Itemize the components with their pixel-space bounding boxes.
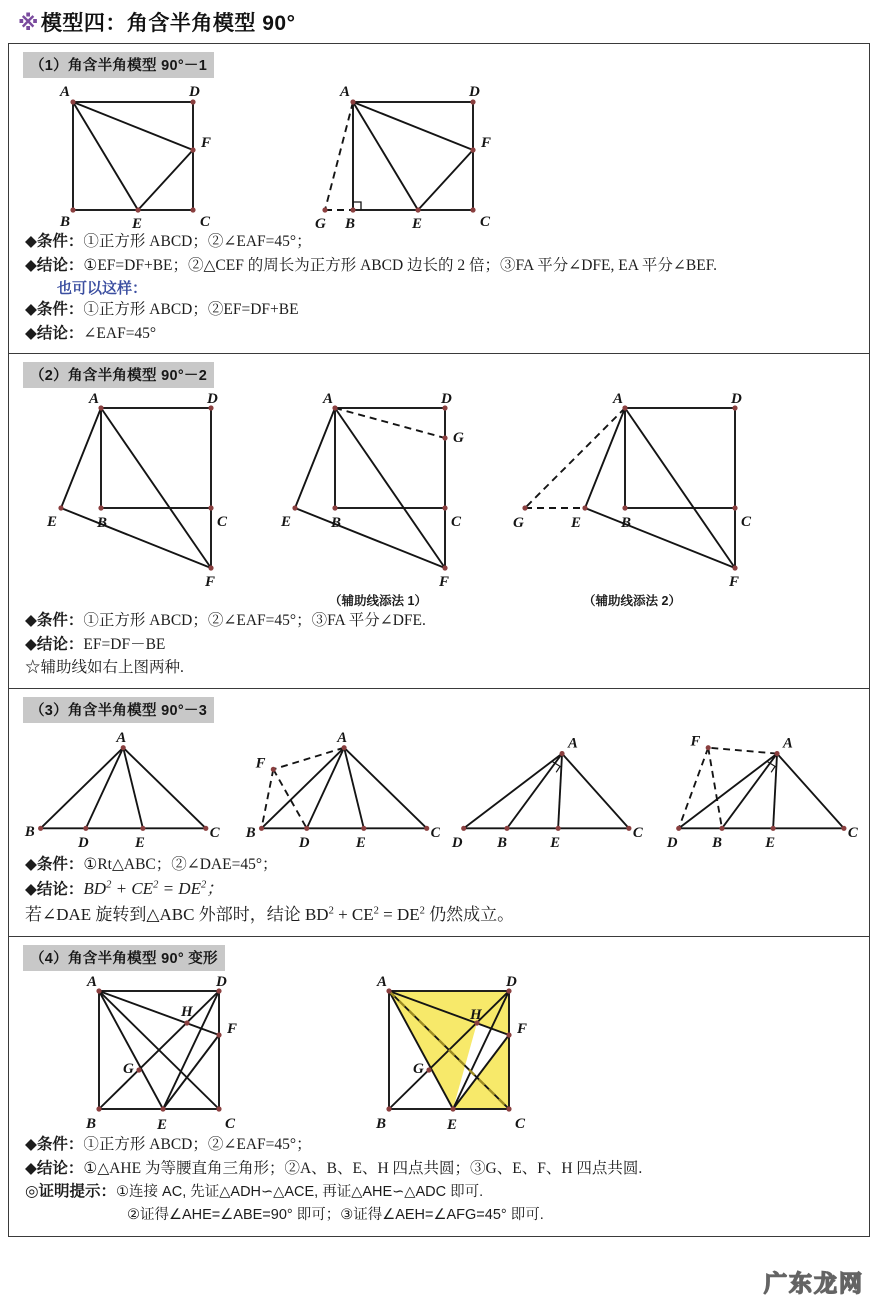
section-1-line-3-body: ①正方形 ABCD；②EF=DF+BE bbox=[83, 301, 299, 319]
page-title-text: 模型四：角含半角模型 90° bbox=[40, 12, 296, 35]
section-2-line-1 bbox=[9, 609, 869, 633]
svg-text:C: C bbox=[741, 514, 752, 531]
svg-text:F: F bbox=[201, 135, 212, 151]
section-1-line-2-body: ①EF=DF+BE；②△CEF 的周长为正方形 ABCD 边长的 2 倍；③FA 平分∠DFE, EA 平分∠BEF. bbox=[83, 256, 717, 274]
section-3-figures bbox=[9, 725, 869, 853]
section-3-line-1 bbox=[9, 853, 869, 877]
svg-text:E: E bbox=[281, 514, 292, 531]
svg-text:A: A bbox=[377, 974, 388, 991]
svg-text:E: E bbox=[132, 216, 143, 230]
svg-text:C: C bbox=[632, 825, 643, 842]
section-4-hint-1 bbox=[9, 1180, 869, 1204]
section-1-line-2-label: ◆结论： bbox=[25, 256, 84, 274]
svg-text:B: B bbox=[86, 1116, 97, 1133]
svg-text:C: C bbox=[847, 825, 858, 842]
section-2-line-2-body: EF=DF－BE bbox=[83, 635, 166, 653]
svg-text:D: D bbox=[506, 974, 517, 991]
section-3-formula: $BD^2 + CE^2 = DE^2$； bbox=[83, 879, 224, 899]
svg-text:A: A bbox=[340, 84, 351, 100]
svg-text:A: A bbox=[613, 391, 624, 408]
section-3-line-1-body: ①Rt△ABC；②∠DAE=45°； bbox=[83, 855, 278, 873]
svg-text:G: G bbox=[453, 430, 464, 447]
content-frame bbox=[8, 43, 870, 1237]
svg-text:B: B bbox=[24, 824, 35, 841]
section-1-heading: （1）角含半角模型 90°－1 bbox=[23, 52, 214, 78]
svg-text:D: D bbox=[216, 974, 227, 991]
section-2-heading: （2）角含半角模型 90°－2 bbox=[23, 362, 214, 388]
figure-square-abcd-external-e-f bbox=[39, 390, 249, 590]
figure-wrap-2 bbox=[273, 390, 483, 609]
svg-text:D: D bbox=[298, 834, 310, 851]
figure-square-abcd-eaf-45 bbox=[43, 80, 233, 230]
figure-wrap-1 bbox=[39, 390, 249, 591]
svg-text:A: A bbox=[87, 974, 98, 991]
figure-caption-3: （辅助线添法 2） bbox=[583, 594, 681, 609]
svg-text:G: G bbox=[513, 515, 524, 532]
figure-wrap-3 bbox=[507, 390, 757, 609]
svg-text:C: C bbox=[225, 1116, 236, 1133]
svg-text:E: E bbox=[135, 834, 145, 851]
section-1-line-4-label: ◆结论： bbox=[25, 324, 84, 342]
figure-right-triangle-abc-dae bbox=[17, 725, 226, 853]
section-1-line-1-body: ①正方形 ABCD；②∠EAF=45°； bbox=[83, 233, 312, 250]
figure-square-abcd-aux-g-on-dc bbox=[273, 390, 483, 590]
svg-text:E: E bbox=[571, 515, 582, 532]
section-1 bbox=[9, 44, 869, 354]
section-1-line-4 bbox=[9, 322, 869, 350]
svg-text:G: G bbox=[123, 1061, 134, 1078]
section-4-hint-1-body: ①连接 AC, 先证△ADH∽△ACE, 再证△AHE∽△ADC 即可. bbox=[116, 1184, 484, 1201]
section-3-line-2 bbox=[9, 876, 869, 902]
svg-text:B: B bbox=[331, 515, 342, 532]
section-3-heading: （3）角含半角模型 90°－3 bbox=[23, 697, 214, 723]
svg-text:A: A bbox=[116, 729, 127, 746]
section-2 bbox=[9, 354, 869, 689]
section-4-line-1-body: ①正方形 ABCD；②∠EAF=45°； bbox=[83, 1136, 312, 1154]
svg-text:E: E bbox=[355, 834, 366, 851]
svg-text:E: E bbox=[764, 834, 775, 851]
svg-text:A: A bbox=[60, 84, 71, 100]
svg-text:D: D bbox=[451, 834, 463, 851]
section-3-line-2-label: ◆结论： bbox=[25, 881, 84, 899]
figure-square-abcd-shaded-similar-triangles bbox=[367, 973, 557, 1133]
svg-text:E: E bbox=[412, 216, 423, 230]
svg-text:F: F bbox=[517, 1021, 528, 1038]
section-4-line-2-body: ①△AHE 为等腰直角三角形；②A、B、E、H 四点共圆；③G、E、F、H 四点共圆. bbox=[83, 1159, 643, 1177]
svg-text:E: E bbox=[550, 834, 561, 851]
figure-right-triangle-with-aux-f-left bbox=[232, 725, 441, 853]
svg-text:B: B bbox=[376, 1116, 387, 1133]
section-4-hint-2: ②证得∠AHE=∠ABE=90° 即可；③证得∠AEH=∠AFG=45° 即可. bbox=[127, 1206, 544, 1223]
svg-text:F: F bbox=[439, 574, 450, 591]
section-3 bbox=[9, 689, 869, 937]
svg-text:B: B bbox=[621, 515, 632, 532]
svg-text:A: A bbox=[336, 729, 347, 746]
svg-text:D: D bbox=[189, 84, 200, 100]
section-1-line-4-body: ∠EAF=45° bbox=[83, 324, 157, 342]
section-2-line-1-body: ①正方形 ABCD；②∠EAF=45°；③FA 平分∠DFE. bbox=[83, 612, 426, 630]
svg-text:C: C bbox=[200, 214, 211, 230]
section-3-line-1-label: ◆条件： bbox=[25, 855, 84, 873]
svg-text:B: B bbox=[245, 825, 256, 842]
svg-text:E: E bbox=[47, 514, 58, 531]
figure-square-abcd-with-auxiliary-g bbox=[313, 80, 533, 230]
svg-text:B: B bbox=[60, 214, 71, 230]
svg-text:A: A bbox=[567, 735, 578, 752]
asterisk-icon: ※ bbox=[18, 12, 39, 35]
svg-text:B: B bbox=[345, 216, 356, 230]
section-2-line-1-label: ◆条件： bbox=[25, 612, 84, 630]
svg-text:E: E bbox=[157, 1117, 168, 1134]
svg-text:E: E bbox=[447, 1117, 458, 1134]
svg-text:H: H bbox=[470, 1007, 482, 1024]
section-1-line-1-label: ◆条件： bbox=[25, 233, 84, 250]
svg-text:A: A bbox=[782, 735, 793, 752]
svg-text:D: D bbox=[469, 84, 480, 100]
svg-text:C: C bbox=[217, 514, 228, 531]
figure-right-triangle-d-outside bbox=[446, 725, 655, 853]
section-1-line-3 bbox=[9, 298, 869, 322]
svg-text:F: F bbox=[729, 574, 740, 591]
section-1-line-1 bbox=[9, 230, 869, 254]
svg-text:B: B bbox=[497, 834, 507, 851]
svg-text:F: F bbox=[227, 1021, 238, 1038]
page-title bbox=[0, 0, 882, 43]
section-2-figures bbox=[9, 390, 869, 609]
section-4-heading: （4）角含半角模型 90° 变形 bbox=[23, 945, 225, 971]
section-1-figures bbox=[9, 80, 869, 230]
svg-text:D: D bbox=[731, 391, 742, 408]
figure-caption-2: （辅助线添法 1） bbox=[329, 594, 427, 609]
svg-text:C: C bbox=[451, 514, 462, 531]
section-2-line-2 bbox=[9, 633, 869, 657]
section-4-line-1-label: ◆条件： bbox=[25, 1136, 84, 1154]
svg-text:G: G bbox=[315, 216, 326, 230]
section-4-figures bbox=[9, 973, 869, 1133]
svg-text:H: H bbox=[181, 1004, 193, 1021]
svg-text:F: F bbox=[481, 135, 492, 151]
svg-text:F: F bbox=[255, 755, 265, 772]
figure-square-abcd-aux-g-left bbox=[507, 390, 757, 590]
section-4-line-2 bbox=[9, 1157, 869, 1181]
section-4-line-2-label: ◆结论： bbox=[25, 1159, 84, 1177]
svg-text:C: C bbox=[430, 825, 440, 842]
svg-text:D: D bbox=[77, 834, 89, 851]
svg-text:F: F bbox=[690, 733, 700, 750]
svg-text:D: D bbox=[441, 391, 452, 408]
svg-text:A: A bbox=[89, 391, 100, 408]
svg-text:B: B bbox=[97, 515, 108, 532]
section-4 bbox=[9, 937, 869, 1236]
section-2-line-3: ☆辅助线如右上图两种. bbox=[25, 659, 184, 677]
svg-text:C: C bbox=[209, 825, 220, 842]
section-1-line-2 bbox=[9, 254, 869, 278]
figure-right-triangle-d-outside-aux-f bbox=[661, 725, 870, 853]
section-1-line-3-label: ◆条件： bbox=[25, 301, 84, 319]
figure-square-abcd-points-g-h-f bbox=[77, 973, 257, 1133]
section-4-line-1 bbox=[9, 1133, 869, 1157]
watermark: 广东龙网 bbox=[764, 1270, 864, 1296]
section-3-line-3 bbox=[9, 902, 869, 932]
svg-text:C: C bbox=[480, 214, 491, 230]
svg-text:D: D bbox=[666, 834, 678, 851]
svg-text:D: D bbox=[207, 391, 218, 408]
svg-text:B: B bbox=[711, 834, 722, 851]
section-3-line-3-body: 若∠DAE 旋转到△ABC 外部时，结论 $BD^2 + CE^2 = DE^2$ 仍然成立。 bbox=[25, 905, 515, 925]
svg-text:F: F bbox=[205, 574, 216, 591]
svg-text:A: A bbox=[323, 391, 334, 408]
svg-text:G: G bbox=[413, 1061, 424, 1078]
section-2-line-2-label: ◆结论： bbox=[25, 635, 84, 653]
svg-text:C: C bbox=[515, 1116, 526, 1133]
section-1-note: 也可以这样： bbox=[57, 280, 148, 298]
section-4-hint-1-label: ◎证明提示： bbox=[25, 1183, 117, 1201]
